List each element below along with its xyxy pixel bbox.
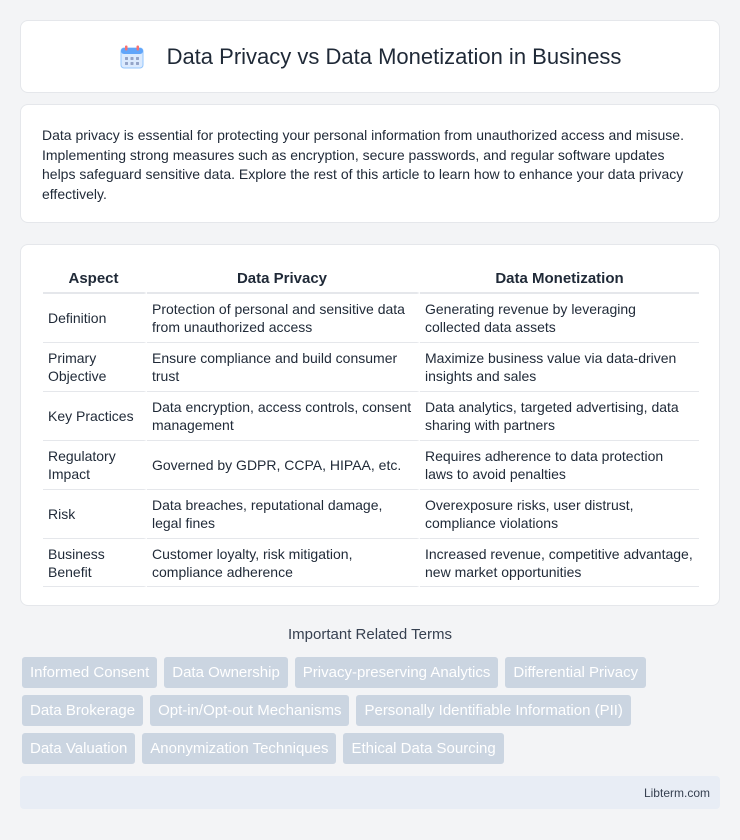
tag-opt-in-opt-out[interactable]: Opt-in/Opt-out Mechanisms	[150, 695, 349, 726]
related-terms-list	[22, 657, 722, 764]
cell-privacy: Governed by GDPR, CCPA, HIPAA, etc.	[147, 440, 420, 489]
tag-informed-consent[interactable]: Informed Consent	[22, 657, 157, 688]
page-title: Data Privacy vs Data Monetization in Business	[166, 43, 622, 69]
tag-data-brokerage[interactable]: Data Brokerage	[22, 695, 143, 726]
comparison-table	[43, 265, 699, 587]
table-row	[43, 489, 699, 538]
cell-aspect: Key Practices	[43, 391, 147, 440]
header-data-privacy: Data Privacy	[147, 265, 420, 293]
tag-data-ownership[interactable]: Data Ownership	[164, 657, 288, 688]
cell-privacy: Data encryption, access controls, consent management	[147, 391, 420, 440]
table-row	[43, 293, 699, 342]
related-terms-title: Important Related Terms	[288, 626, 452, 643]
table-row	[43, 391, 699, 440]
tag-ethical-data-sourcing[interactable]: Ethical Data Sourcing	[343, 733, 503, 764]
cell-aspect: Definition	[43, 293, 147, 342]
cell-privacy: Customer loyalty, risk mitigation, compliance adherence	[147, 538, 420, 587]
tag-data-valuation[interactable]: Data Valuation	[22, 733, 135, 764]
cell-aspect: Business Benefit	[43, 538, 147, 587]
header-card	[20, 20, 720, 93]
header-data-monetization: Data Monetization	[420, 265, 699, 293]
intro-text: Data privacy is essential for protecting your personal information from unauthorized access and misuse. Implementing strong measures such as encryption, secure passwords, and regular software updates helps safeguard sensitive data. Explore the rest of this article to learn how to enhance your data privacy effectively.	[42, 127, 684, 202]
cell-privacy: Protection of personal and sensitive data from unauthorized access	[147, 293, 420, 342]
table-header-row	[43, 265, 699, 293]
comparison-table-card	[20, 244, 720, 606]
table-row	[43, 538, 699, 587]
calendar-icon	[119, 44, 145, 70]
cell-privacy: Data breaches, reputational damage, legal fines	[147, 489, 420, 538]
table-row	[43, 342, 699, 391]
tag-differential-privacy[interactable]: Differential Privacy	[505, 657, 646, 688]
tag-pii[interactable]: Personally Identifiable Information (PII)	[356, 695, 630, 726]
cell-monetization: Generating revenue by leveraging collected data assets	[420, 293, 699, 342]
cell-monetization: Increased revenue, competitive advantage, new market opportunities	[420, 538, 699, 587]
tag-anonymization-techniques[interactable]: Anonymization Techniques	[142, 733, 336, 764]
cell-aspect: Regulatory Impact	[43, 440, 147, 489]
table-row	[43, 440, 699, 489]
cell-aspect: Primary Objective	[43, 342, 147, 391]
footer-link[interactable]: Libterm.com	[643, 785, 710, 800]
cell-monetization: Requires adherence to data protection laws to avoid penalties	[420, 440, 699, 489]
header-aspect: Aspect	[43, 265, 147, 293]
cell-privacy: Ensure compliance and build consumer trust	[147, 342, 420, 391]
intro-card	[20, 104, 720, 223]
footer	[20, 776, 720, 809]
cell-monetization: Maximize business value via data-driven insights and sales	[420, 342, 699, 391]
tag-privacy-preserving-analytics[interactable]: Privacy-preserving Analytics	[295, 657, 499, 688]
cell-aspect: Risk	[43, 489, 147, 538]
cell-monetization: Overexposure risks, user distrust, compliance violations	[420, 489, 699, 538]
cell-monetization: Data analytics, targeted advertising, data sharing with partners	[420, 391, 699, 440]
